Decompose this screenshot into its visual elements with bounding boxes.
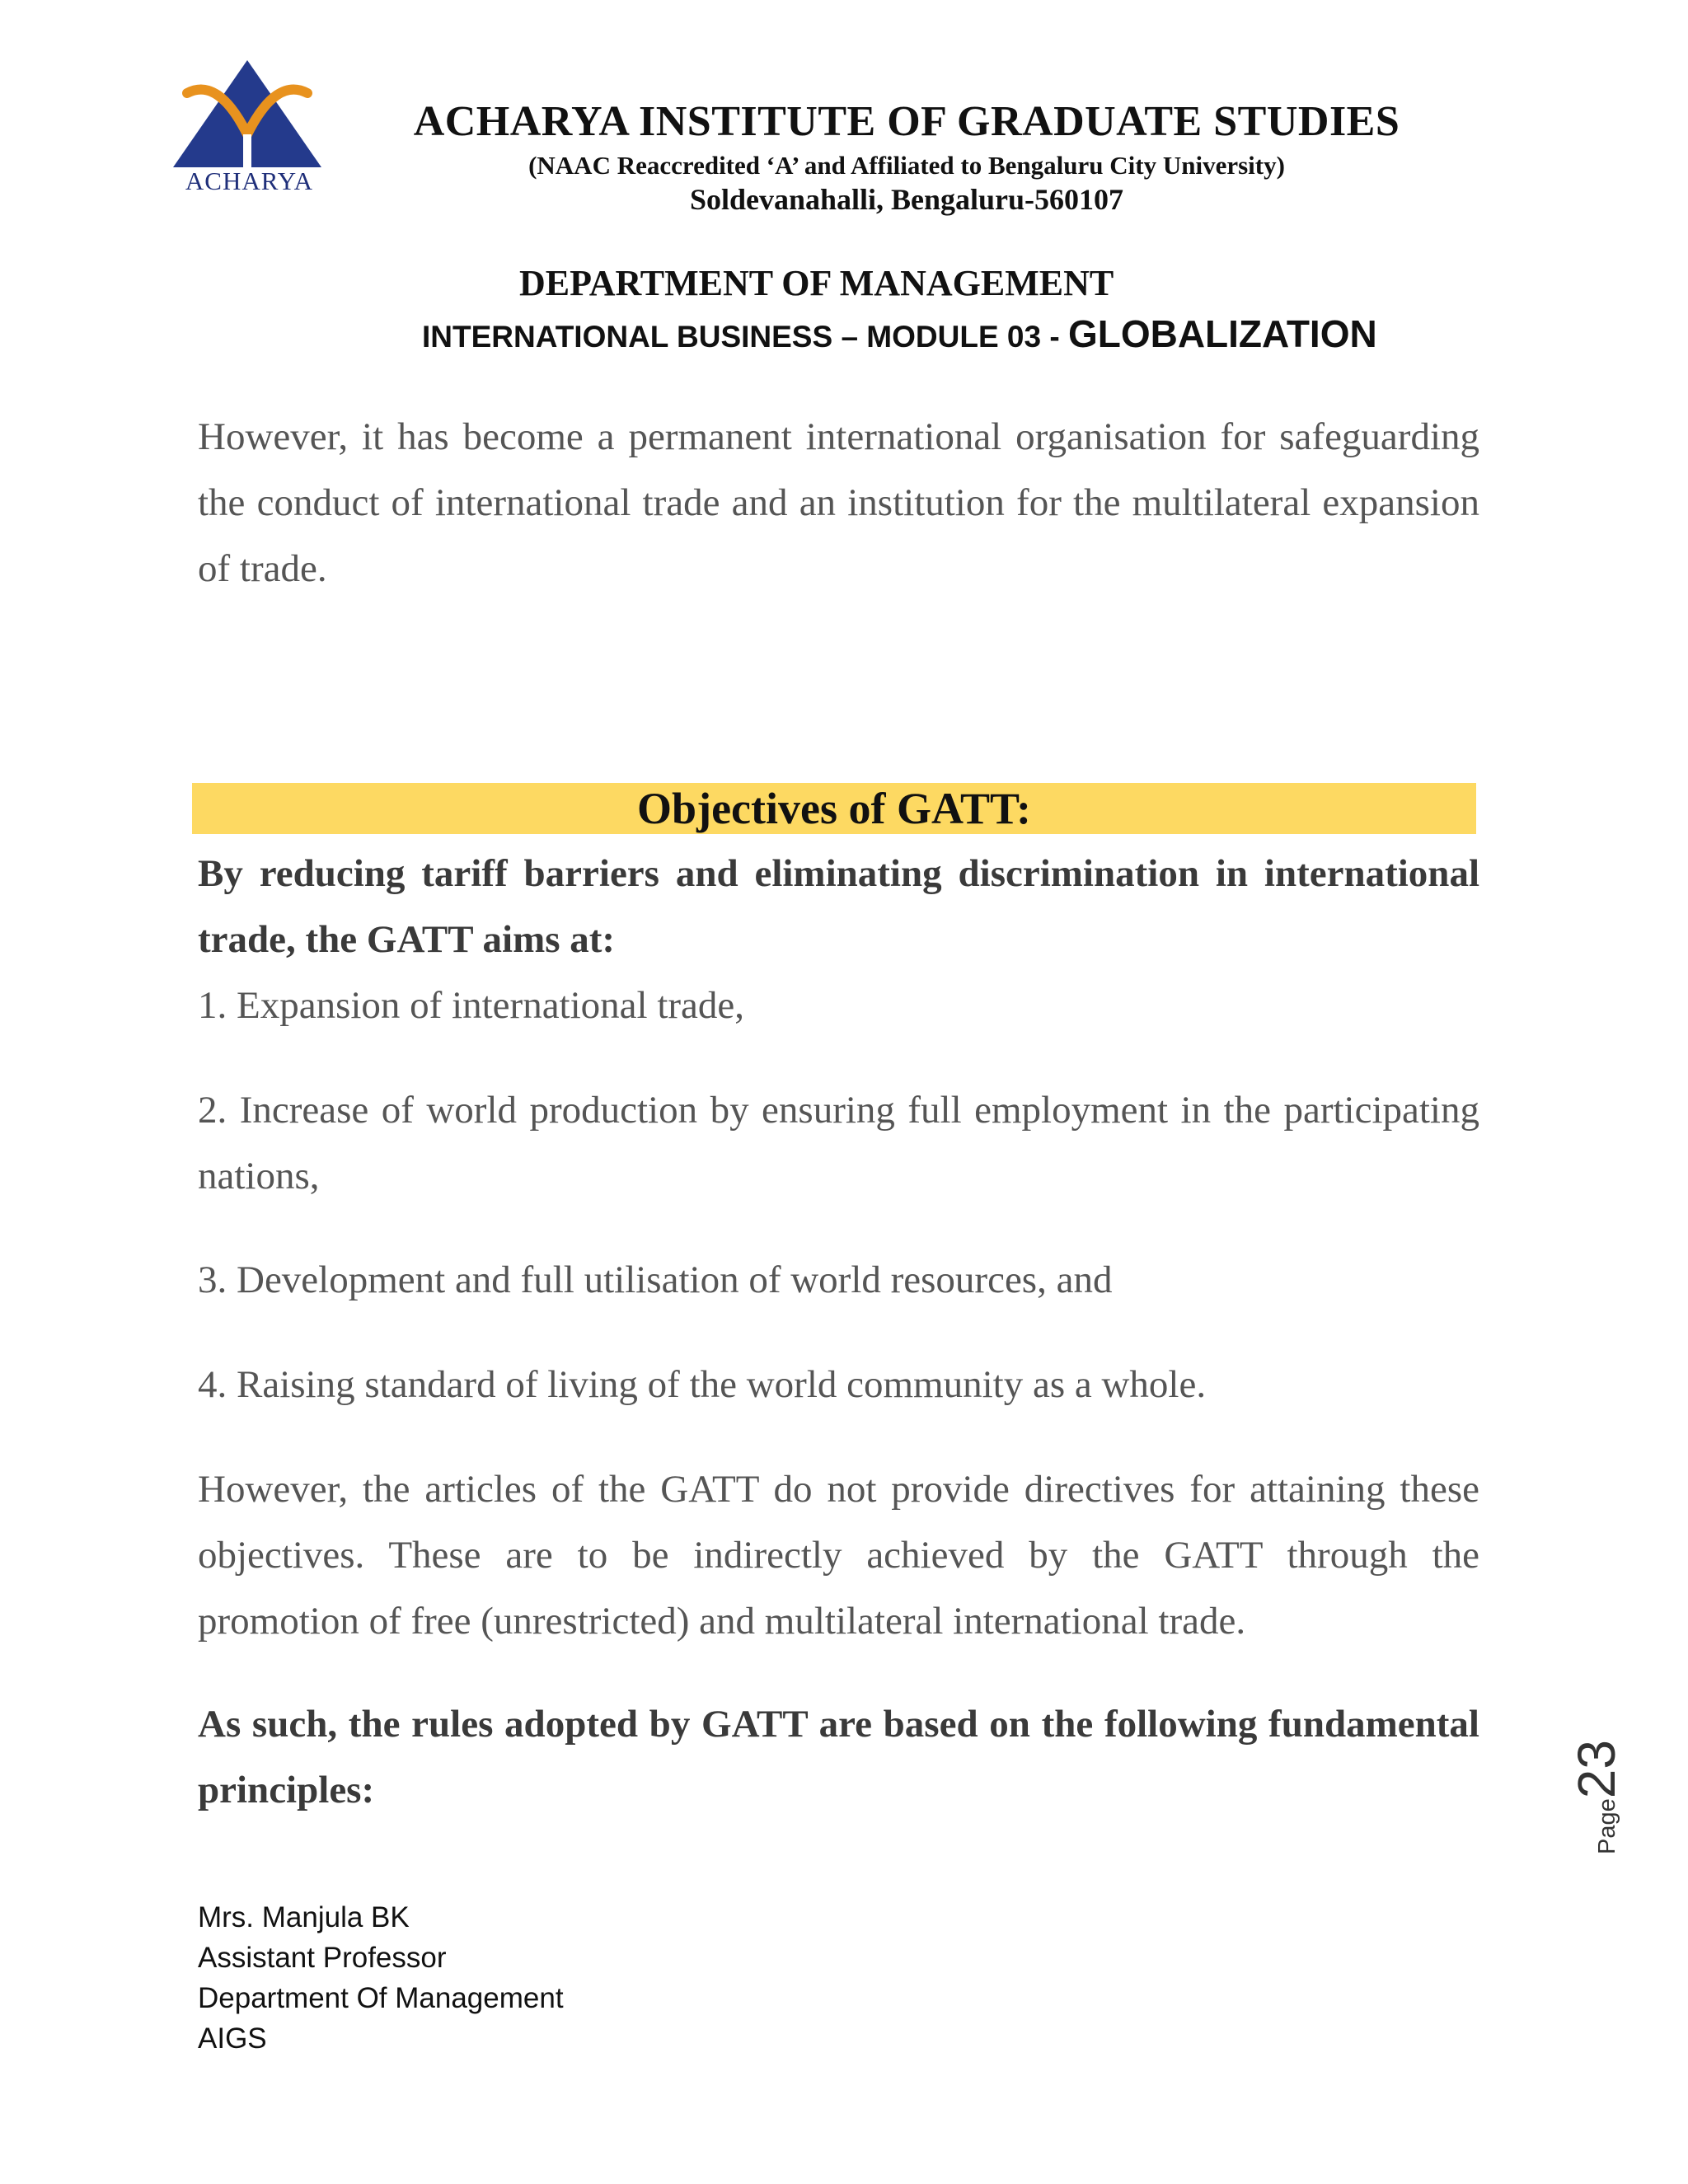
author-designation: Assistant Professor	[198, 1942, 447, 1974]
intro-paragraph: However, it has become a permanent international organisation for safeguarding the conduct of international trade and an institution for the multilateral expansion of trade.	[198, 415, 1479, 590]
module-topic: GLOBALIZATION	[1067, 312, 1377, 355]
author-name: Mrs. Manjula BK	[198, 1901, 410, 1933]
objective-item-1: 1. Expansion of international trade,	[198, 984, 745, 1027]
author-institution: AIGS	[198, 2022, 267, 2055]
module-prefix: INTERNATIONAL BUSINESS – MODULE 03 -	[422, 320, 1068, 354]
logo-text: ACHARYA	[185, 166, 314, 195]
institute-address: Soldevanahalli, Bengaluru-560107	[689, 183, 1124, 216]
principles-lead: As such, the rules adopted by GATT are based on the following fundamental principles:	[198, 1703, 1479, 1811]
objective-item-3: 3. Development and full utilisation of world resources, and	[198, 1258, 1113, 1301]
objective-item-4: 4. Raising standard of living of the world community as a whole.	[198, 1363, 1207, 1406]
page-number	[1550, 1731, 1632, 1854]
objectives-lead-in: By reducing tariff barriers and eliminating discrimination in international trade, the GATT aims at:	[198, 852, 1479, 961]
author-department: Department Of Management	[198, 1982, 564, 2014]
department-title: DEPARTMENT OF MANAGEMENT	[519, 263, 1114, 303]
note-paragraph: However, the articles of the GATT do not provide directives for attaining these objectives. These are to be indirectly achieved by the GATT through the promotion of free (unrestricted) and multilateral international trade.	[198, 1468, 1479, 1643]
objective-item-2: 2. Increase of world production by ensuring full employment in the participating nations,	[198, 1089, 1479, 1197]
page-label: Page	[1594, 1798, 1620, 1854]
author-footer	[198, 1897, 564, 2059]
page-number-value: 23	[1567, 1740, 1626, 1799]
module-title	[422, 312, 1377, 356]
accreditation-line: (NAAC Reaccredited ‘A’ and Affiliated to Bengaluru City University)	[528, 151, 1285, 180]
section-heading: Objectives of GATT:	[192, 783, 1476, 834]
institute-name: ACHARYA INSTITUTE OF GRADUATE STUDIES	[413, 98, 1400, 145]
